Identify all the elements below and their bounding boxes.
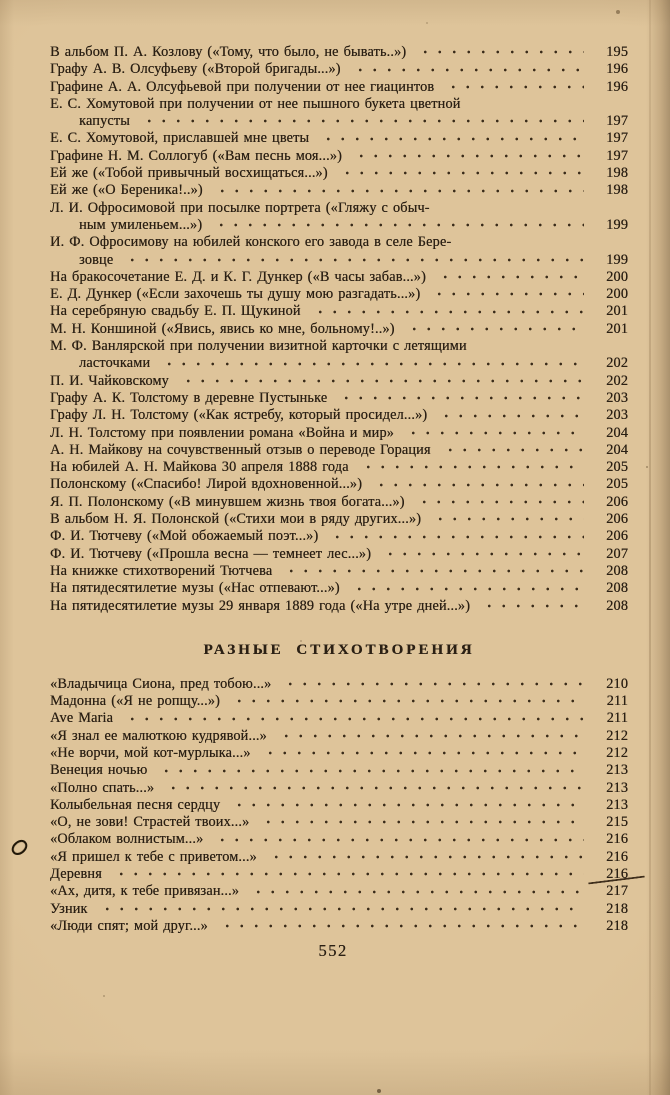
entry-page: 197 (606, 130, 628, 147)
dot-leader (370, 481, 584, 494)
toc-entry (50, 831, 628, 848)
entry-title: ным умиленьем...») (79, 216, 203, 233)
margin-ink-mark (9, 837, 30, 858)
entry-page: 215 (606, 814, 628, 831)
dot-leader (280, 567, 584, 580)
entry-page: 216 (606, 848, 628, 865)
paper-speckles (0, 0, 2, 2)
entry-title: А. Н. Майкову на сочувственный отзыв о переводе Горация (50, 441, 431, 458)
toc-entry (50, 182, 628, 199)
toc-entry (50, 866, 628, 883)
entry-page: 200 (606, 286, 628, 303)
entry-title: «Владычица Сиона, пред тобою...» (50, 675, 272, 692)
toc-entry (50, 373, 628, 390)
entry-page: 198 (606, 165, 628, 182)
dot-leader (279, 680, 584, 693)
entry-title: ласточками (79, 355, 151, 372)
dot-leader (478, 602, 584, 615)
dot-leader (177, 377, 584, 390)
dot-leader (275, 732, 584, 745)
entry-title: «Облаком волнистым...» (50, 831, 204, 848)
entry-title: На бракосочетание Е. Д. и К. Г. Дункер («В часы забав...») (50, 268, 426, 285)
dot-leader (357, 463, 584, 476)
entry-page: 195 (606, 44, 628, 60)
entry-page: 208 (606, 597, 628, 614)
toc-entry (50, 321, 628, 338)
dot-leader (96, 905, 584, 918)
entry-page: 203 (606, 407, 628, 424)
entry-title: Полонскому («Спасибо! Лирой вдохновенной...») (50, 476, 363, 493)
entry-title: Е. С. Хомутовой при получении от нее пышного букета цветной (50, 95, 461, 112)
toc-entry (50, 780, 628, 797)
dot-leader (434, 273, 584, 286)
entry-title: И. Ф. Офросимову на юбилей конского его завода в селе Бере- (50, 234, 452, 251)
entry-title: Деревня (50, 866, 102, 883)
entry-title: капусты (79, 113, 130, 130)
dot-leader (265, 853, 584, 866)
entry-page: 204 (606, 441, 628, 458)
entry-title: «О, не зови! Страстей твоих...» (50, 814, 250, 831)
dot-leader (402, 429, 584, 442)
toc-entry (50, 745, 628, 762)
dot-leader (211, 836, 584, 849)
toc (50, 44, 628, 961)
dot-leader (428, 290, 584, 303)
entry-title: М. Н. Коншиной («Явись, явись ко мне, больному!..») (50, 320, 395, 337)
entry-title: П. И. Чайковскому (50, 372, 169, 389)
entry-page: 198 (606, 182, 628, 199)
entry-page: 202 (606, 355, 628, 372)
entry-page: 208 (606, 562, 628, 579)
entry-page: 213 (606, 779, 628, 796)
toc-entry (50, 96, 628, 113)
entry-page: 216 (606, 831, 628, 848)
entry-title: Графине Н. М. Соллогуб («Вам песнь моя...») (50, 147, 342, 164)
entry-title: В альбом Н. Я. Полонской («Стихи мои в ряду других...») (50, 511, 422, 528)
toc-entry (50, 407, 628, 424)
entry-page: 205 (606, 476, 628, 493)
toc-entry (50, 883, 628, 900)
toc-entry (50, 476, 628, 493)
dot-leader (413, 498, 584, 511)
entry-title: На пятидесятилетие музы 29 января 1889 года («На утре дней...») (50, 597, 470, 614)
toc-section-main (50, 44, 628, 615)
entry-page: 204 (606, 424, 628, 441)
entry-page: 196 (606, 78, 628, 95)
entry-title: «Полно спать...» (50, 779, 155, 796)
entry-title: Ей же («О Береника!..») (50, 182, 203, 199)
section-heading: РАЗНЫЕ СТИХОТВОРЕНИЯ (203, 641, 475, 658)
entry-page: 213 (606, 796, 628, 813)
entry-title: Я. П. Полонскому («В минувшем жизнь твоя богата...») (50, 493, 405, 510)
dot-leader (211, 187, 584, 200)
entry-page: 212 (606, 727, 628, 744)
toc-entry (50, 61, 628, 78)
dot-leader (162, 784, 584, 797)
toc-entry (50, 130, 628, 147)
dot-leader (349, 66, 584, 79)
entry-title: Л. Н. Толстому при появлении романа «Война и мир» (50, 424, 394, 441)
entry-title: На серебряную свадьбу Е. П. Щукиной (50, 303, 301, 320)
toc-entry (50, 113, 628, 130)
toc-entry (50, 355, 628, 372)
dot-leader (259, 749, 584, 762)
toc-entry (50, 200, 628, 217)
dot-leader (439, 446, 584, 459)
entry-title: «Я знал ее малюткою кудрявой...» (50, 727, 267, 744)
toc-entry (50, 563, 628, 580)
dot-leader (309, 308, 584, 321)
entry-title: Ей же («Тобой привычный восхищаться...») (50, 165, 328, 182)
entry-title: Венеция ночью (50, 762, 148, 779)
entry-title: Ave Maria (50, 710, 114, 727)
entry-page: 199 (606, 251, 628, 268)
toc-entry (50, 79, 628, 96)
entry-title: Е. Д. Дункер («Если захочешь ты душу мою разгадать...») (50, 286, 421, 303)
entry-title: «Не ворчи, мой кот-мурлыка...» (50, 744, 251, 761)
folio-number: 552 (318, 941, 348, 961)
entry-title: Графу А. В. Олсуфьеву («Второй бригады...») (50, 61, 341, 78)
toc-entry (50, 901, 628, 918)
toc-entry (50, 494, 628, 511)
toc-entry (50, 442, 628, 459)
dot-leader (403, 325, 584, 338)
entry-title: Мадонна («Я не ропщу...») (50, 693, 220, 710)
dot-leader (158, 360, 584, 373)
toc-entry (50, 693, 628, 710)
dot-leader (121, 256, 584, 269)
entry-page: 211 (606, 693, 628, 710)
toc-entry (50, 849, 628, 866)
entry-page: 208 (606, 580, 628, 597)
toc-entry (50, 797, 628, 814)
toc-entry (50, 459, 628, 476)
entry-page: 212 (606, 744, 628, 761)
toc-entry (50, 676, 628, 693)
entry-title: Е. С. Хомутовой, приславшей мне цветы (50, 130, 310, 147)
dot-leader (429, 515, 584, 528)
entry-title: Ф. И. Тютчеву («Мой обожаемый поэт...») (50, 528, 319, 545)
entry-title: Графине А. А. Олсуфьевой при получении от нее гиацинтов (50, 78, 435, 95)
entry-page: 205 (606, 459, 628, 476)
entry-page-pen-struck: 216 (594, 866, 628, 883)
entry-page: 206 (606, 528, 628, 545)
entry-page: 202 (606, 372, 628, 389)
entry-title: «Я пришел к тебе с приветом...» (50, 848, 257, 865)
dot-leader (317, 135, 584, 148)
toc-entry (50, 269, 628, 286)
dot-leader (228, 697, 584, 710)
entry-page: 203 (606, 389, 628, 406)
dot-leader (110, 870, 584, 883)
toc-section-misc-poems (50, 676, 628, 935)
entry-title: зовце (79, 251, 114, 268)
entry-title: «Ах, дитя, к тебе привязан...» (50, 883, 240, 900)
toc-entry (50, 598, 628, 615)
toc-entry (50, 762, 628, 779)
dot-leader (155, 767, 584, 780)
toc-entry (50, 234, 628, 251)
dot-leader (435, 412, 584, 425)
entry-page: 206 (606, 511, 628, 528)
entry-page: 218 (606, 900, 628, 917)
entry-title: Л. И. Офросимовой при посылке портрета («Гляжу с обыч- (50, 199, 430, 216)
toc-entry (50, 390, 628, 407)
toc-entry (50, 528, 628, 545)
toc-entry (50, 303, 628, 320)
entry-page: 210 (606, 675, 628, 692)
toc-entry (50, 148, 628, 165)
toc-entry (50, 425, 628, 442)
toc-entry (50, 252, 628, 269)
entry-title: Колыбельная песня сердцу (50, 796, 221, 813)
dot-leader (379, 550, 584, 563)
entry-title: М. Ф. Ванлярской при получении визитной карточки с летящими (50, 338, 467, 355)
dot-leader (335, 394, 584, 407)
dot-leader (414, 48, 584, 61)
dot-leader (350, 152, 584, 165)
entry-page: 206 (606, 493, 628, 510)
entry-title: Ф. И. Тютчеву («Прошла весна — темнеет лес...») (50, 545, 372, 562)
entry-title: В альбом П. А. Козлову («Тому, что было, не бывать..») (50, 44, 407, 60)
dot-leader (247, 888, 584, 901)
entry-page: 201 (606, 320, 628, 337)
toc-entry (50, 728, 628, 745)
toc-entry (50, 546, 628, 563)
entry-title: Узник (50, 900, 88, 917)
dot-leader (216, 922, 584, 935)
entry-page: 197 (606, 113, 628, 130)
entry-title: На пятидесятилетие музы («Нас отпевают...») (50, 580, 340, 597)
toc-entry (50, 511, 628, 528)
entry-title: «Люди спят; мой друг...» (50, 917, 208, 934)
dot-leader (257, 818, 584, 831)
toc-entry (50, 217, 628, 234)
toc-entry (50, 918, 628, 935)
entry-page: 197 (606, 147, 628, 164)
entry-page: 200 (606, 268, 628, 285)
toc-entry (50, 165, 628, 182)
entry-page: 217 (606, 883, 628, 900)
toc-entry (50, 286, 628, 303)
dot-leader (121, 715, 584, 728)
entry-page: 196 (606, 61, 628, 78)
entry-page: 213 (606, 762, 628, 779)
entry-title: На юбилей А. Н. Майкова 30 апреля 1888 года (50, 459, 349, 476)
dot-leader (138, 117, 584, 130)
entry-page: 218 (606, 917, 628, 934)
dot-leader (442, 83, 584, 96)
dot-leader (326, 533, 584, 546)
entry-page: 199 (606, 216, 628, 233)
entry-title: Графу Л. Н. Толстому («Как ястребу, который просидел...») (50, 407, 428, 424)
toc-entry (50, 338, 628, 355)
entry-title: Графу А. К. Толстому в деревне Пустыньке (50, 389, 328, 406)
toc-entry (50, 814, 628, 831)
dot-leader (348, 585, 584, 598)
page-edge-shading (649, 0, 651, 1095)
toc-entry (50, 580, 628, 597)
dot-leader (336, 169, 584, 182)
entry-page: 211 (606, 710, 628, 727)
entry-page: 201 (606, 303, 628, 320)
dot-leader (210, 221, 584, 234)
toc-entry (50, 710, 628, 727)
toc-entry (50, 44, 628, 61)
entry-page: 207 (606, 545, 628, 562)
dot-leader (228, 801, 584, 814)
entry-title: На книжке стихотворений Тютчева (50, 562, 273, 579)
